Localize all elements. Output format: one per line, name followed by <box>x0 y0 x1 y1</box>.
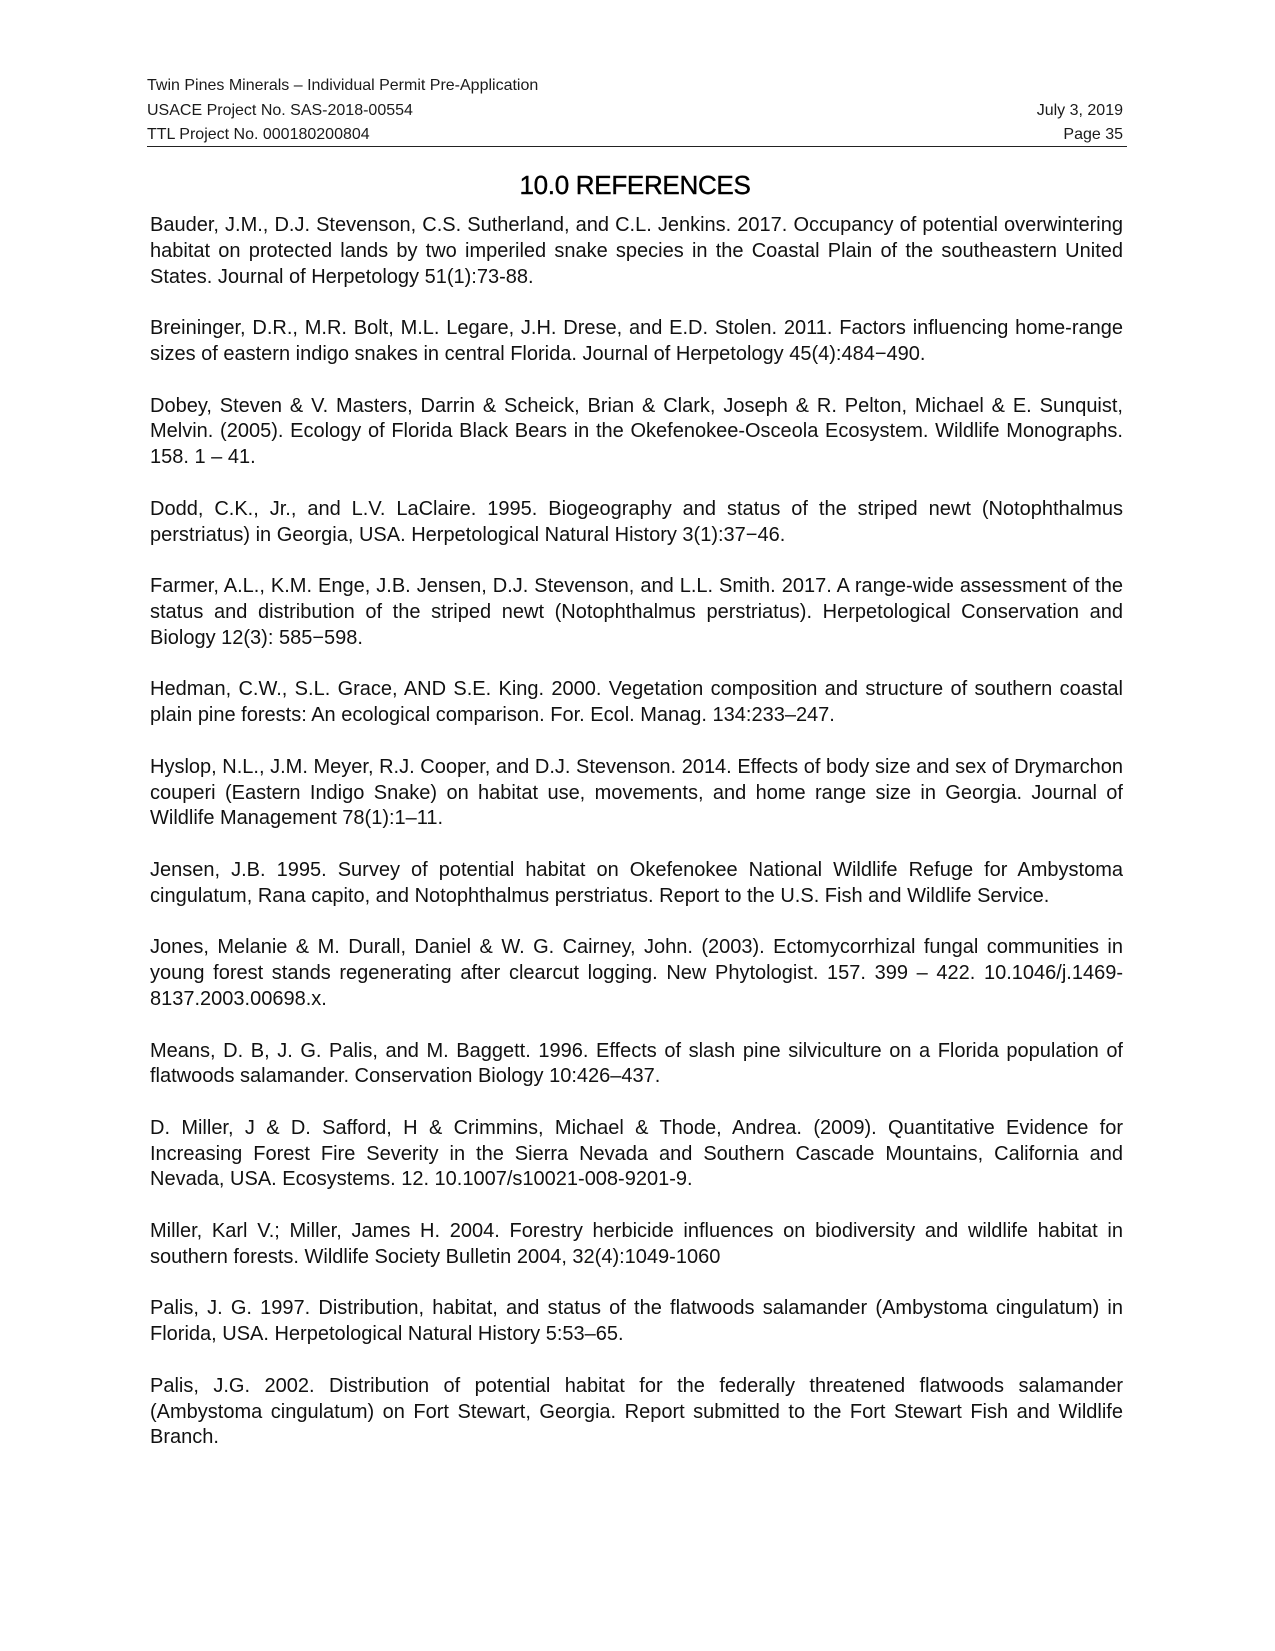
header-divider <box>147 146 1127 147</box>
reference-entry: Breininger, D.R., M.R. Bolt, M.L. Legare, J.H. Drese, and E.D. Stolen. 2011. Factors influencing home-range sizes of eastern indigo snakes in central Florida. Journal of Herpetology 45(4):484−490. <box>150 317 1123 365</box>
header-project-title: Twin Pines Minerals – Individual Permit Pre-Application <box>147 77 539 94</box>
section-title: 10.0 REFERENCES <box>519 170 751 200</box>
reference-entry: Hyslop, N.L., J.M. Meyer, R.J. Cooper, and D.J. Stevenson. 2014. Effects of body size and sex of Drymarchon couperi (Eastern Indigo Snake) on habitat use, movements, and home range size in Georgia. Journal of Wildlife Management 78(1):1–11. <box>150 755 1123 830</box>
reference-entry: Jones, Melanie & M. Durall, Daniel & W. G. Cairney, John. (2003). Ectomycorrhizal fungal communities in young forest stands regenerating after clearcut logging. New Phytologist. 157. 399 – 422. 10.1046/j.1469-8137.2003.00698.x. <box>150 936 1123 1010</box>
reference-entry: Dodd, C.K., Jr., and L.V. LaClaire. 1995. Biogeography and status of the striped newt (Notophthalmus perstriatus) in Georgia, USA. Herpetological Natural History 3(1):37−46. <box>150 497 1123 546</box>
reference-entry: Palis, J. G. 1997. Distribution, habitat, and status of the flatwoods salamander (Ambystoma cingulatum) in Florida, USA. Herpetological Natural History 5:53–65. <box>150 1297 1123 1346</box>
reference-entry: Dobey, Steven & V. Masters, Darrin & Scheick, Brian & Clark, Joseph & R. Pelton, Michael & E. Sunquist, Melvin. (2005). Ecology of Florida Black Bears in the Okefenokee-Osceola Ecosystem. Wildlife Monographs. 158. 1 – 41. <box>150 394 1123 469</box>
reference-list <box>150 213 1123 1477</box>
reference-entry: D. Miller, J & D. Safford, H & Crimmins, Michael & Thode, Andrea. (2009). Quantitative Evidence for Increasing Forest Fire Severity in the Sierra Nevada and Southern Cascade Mountains, California and Nevada, USA. Ecosystems. 12. 10.1007/s10021-008-9201-9. <box>150 1116 1123 1191</box>
reference-entry: Hedman, C.W., S.L. Grace, AND S.E. King. 2000. Vegetation composition and structure of southern coastal plain pine forests: An ecological comparison. For. Ecol. Manag. 134:233–247. <box>150 678 1123 727</box>
reference-entry: Farmer, A.L., K.M. Enge, J.B. Jensen, D.J. Stevenson, and L.L. Smith. 2017. A range-wide assessment of the status and distribution of the striped newt (Notophthalmus perstriatus). Herpetological Conservation and Biology 12(3): 585−598. <box>150 575 1123 649</box>
reference-entry: Jensen, J.B. 1995. Survey of potential habitat on Okefenokee National Wildlife Refuge for Ambystoma cingulatum, Rana capito, and Notophthalmus perstriatus. Report to the U.S. Fish and Wildlife Service. <box>150 858 1123 907</box>
header-page-number: Page 35 <box>1063 126 1123 143</box>
header-date: July 3, 2019 <box>1036 101 1123 119</box>
reference-entry: Palis, J.G. 2002. Distribution of potential habitat for the federally threatened flatwoods salamander (Ambystoma cingulatum) on Fort Stewart, Georgia. Report submitted to the Fort Stewart Fish and Wildlife Branch. <box>150 1374 1123 1449</box>
header-usace-project: USACE Project No. SAS-2018-00554 <box>147 101 413 119</box>
reference-entry: Miller, Karl V.; Miller, James H. 2004. Forestry herbicide influences on biodiversity and wildlife habitat in southern forests. Wildlife Society Bulletin 2004, 32(4):1049-1060 <box>150 1220 1123 1268</box>
reference-entry: Bauder, J.M., D.J. Stevenson, C.S. Sutherland, and C.L. Jenkins. 2017. Occupancy of potential overwintering habitat on protected lands by two imperiled snake species in the Coastal Plain of the southeastern United States. Journal of Herpetology 51(1):73-88. <box>150 214 1123 288</box>
header-row-3 <box>147 123 1123 148</box>
header-ttl-project: TTL Project No. 000180200804 <box>147 126 370 143</box>
header-row-1 <box>147 74 1123 99</box>
reference-entry: Means, D. B, J. G. Palis, and M. Baggett. 1996. Effects of slash pine silviculture on a Florida population of flatwoods salamander. Conservation Biology 10:426–437. <box>150 1039 1123 1088</box>
header-row-2 <box>147 99 1123 124</box>
page-header <box>147 74 1123 148</box>
